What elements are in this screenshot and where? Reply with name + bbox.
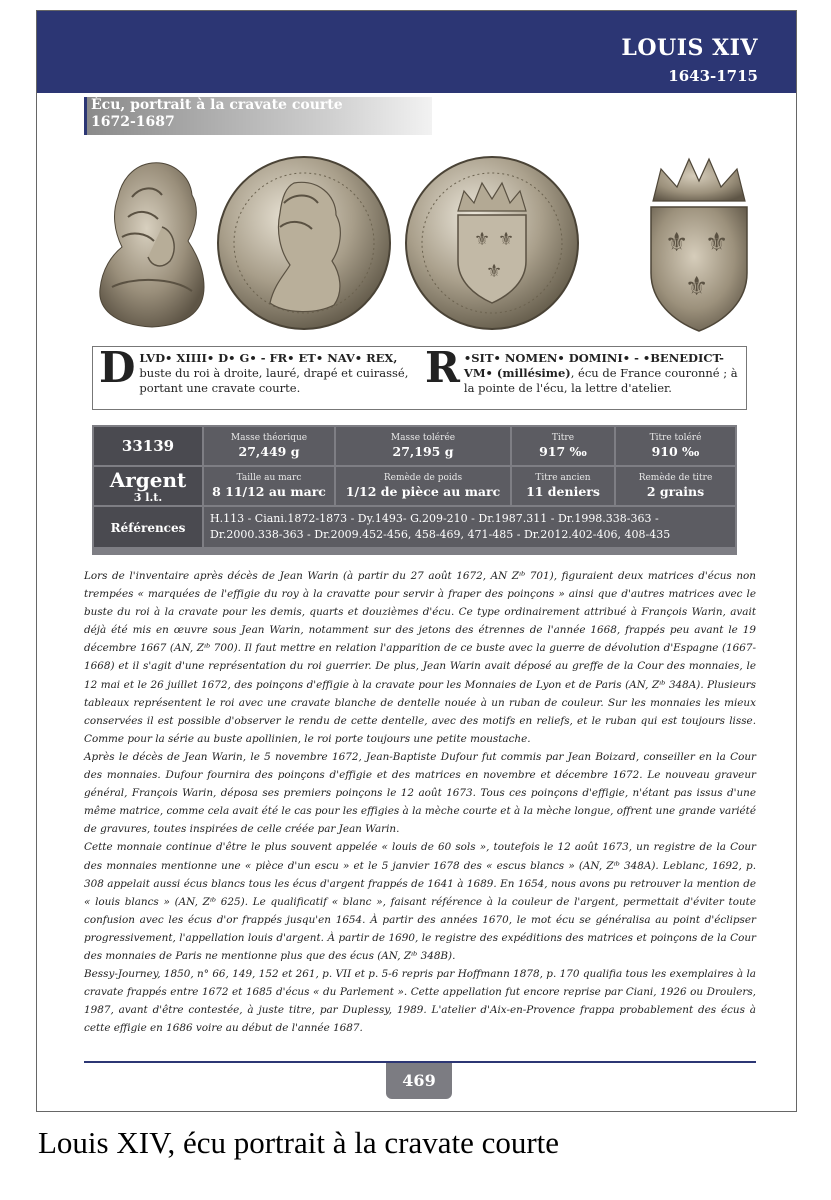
titre-label: Titre <box>551 433 575 443</box>
reverse-legend: •SIT• NOMEN• DOMINI• - •BENEDICT-VM• (millésime) <box>463 351 724 380</box>
svg-text:⚜: ⚜ <box>685 272 709 302</box>
commentary-paragraph: Lors de l'inventaire après décès de Jean Warin (à partir du 27 août 1672, AN Zᶦᵇ 701), figuraient deux matrices d'écus non trempées « marquées de l'effigie du roy à la cravatte pour servir à fraper des poinçons » ainsi que d'autres matrices avec le buste du roi à la cravate pour les demis, quarts et douzièmes d'écu. Ce type ordinairement attribué à François Warin, avait déjà été mis en œuvre sous Jean Warin, notamment sur des jetons des étrennes de l'année 1668, frappés peu avant le 19 décembre 1667 (AN, Zᶦᵇ 700). Il faut mettre en relation l'apparition de ce buste avec la guerre de dévolution d'Espagne (1667-1668) et il s'agit d'une représentation du roi guerrier. De plus, Jean Warin avait déposé au greffe de la Cour des monnaies, le 12 mai et le 26 juillet 1672, des poinçons d'effigie à la cravate pour les Monnaies de Lyon et de Paris (AN, Zᶦᵇ 348A). Plusieurs tableaux représentent le roi avec une cravate blanche de dentelle nouée à un ruban de couleur. Sur les monnaies les mieux conservées il est possible d'observer le rendu de cette dentelle, avec des motifs en reliefs, et le ruban qui est toujours lisse. Comme pour la série au buste apollinien, le roi porte toujours une petite moustache. <box>84 570 756 745</box>
remede-poids-value: 1/12 de pièce au marc <box>345 484 501 499</box>
titre-ancien-cell <box>512 467 614 505</box>
titre-tolere-label: Titre toléré <box>649 433 702 443</box>
remede-titre-cell <box>616 467 735 505</box>
titre-tolere-value: 910 ‰ <box>651 444 700 459</box>
legend-description-box <box>92 343 747 410</box>
catalog-number: 33139 <box>94 427 202 465</box>
reverse-coin-image <box>402 153 582 333</box>
masse-toleree-label: Masse tolérée <box>390 433 456 443</box>
titre-ancien-value: 11 deniers <box>526 484 600 499</box>
masse-theorique-cell <box>204 427 334 465</box>
references-cell <box>204 507 735 547</box>
titre-value: 917 ‰ <box>539 444 587 459</box>
titre-tolere-cell <box>616 427 735 465</box>
specifications-table <box>92 425 737 555</box>
taille-cell <box>204 467 334 505</box>
image-caption: Louis XIV, écu portrait à la cravate courte <box>38 1125 560 1160</box>
masse-toleree-cell <box>336 427 510 465</box>
obverse-bust-detail-image <box>92 157 212 332</box>
coin-type-heading <box>84 97 432 135</box>
svg-text:⚜: ⚜ <box>665 228 689 258</box>
obverse-initial: D <box>99 343 136 392</box>
ruler-title: LOUIS XIV <box>621 35 758 61</box>
catalog-page <box>36 10 797 1112</box>
references-line-2: Dr.2000.338-363 - Dr.2009.452-456, 458-469, 471-485 - Dr.2012.402-406, 408-435 <box>210 528 671 541</box>
masse-toleree-value: 27,195 g <box>392 444 454 459</box>
reverse-initial: R <box>425 343 460 392</box>
masse-theorique-value: 27,449 g <box>238 444 300 459</box>
references-line-1: H.113 - Ciani.1872-1873 - Dy.1493- G.209-210 - Dr.1987.311 - Dr.1998.338-363 - <box>210 512 659 525</box>
metal-value: Argent <box>109 467 187 492</box>
commentary-text <box>84 567 756 1037</box>
obverse-coin-image <box>214 153 394 333</box>
svg-text:⚜: ⚜ <box>486 261 503 282</box>
svg-text:⚜: ⚜ <box>498 229 515 250</box>
reign-dates: 1643-1715 <box>668 67 758 85</box>
commentary-paragraph: Bessy-Journey, 1850, n° 66, 149, 152 et 261, p. VII et p. 5-6 repris par Hoffmann 1878, p. 170 qualifia tous les exemplaires à la cravate frappés entre 1672 et 1685 d'écus « du Parlement ». Cette appellation fut encore reprise par Ciani, 1926 ou Droulers, 1987, avant d'être contestée, à juste titre, par Duplessy, 1989. L'atelier d'Aix-en-Provence frappa probablement des écus à cette effigie en 1686 voire au début de l'année 1687. <box>84 968 756 1035</box>
taille-label: Taille au marc <box>236 473 302 483</box>
commentary-paragraph: Cette monnaie continue d'être le plus souvent appelée « louis de 60 sols », toutefois le 12 août 1673, un registre de la Cour des monnaies mentionne une « pièce d'un escu » et le 5 janvier 1678 des « escus blancs » (AN, Zᶦᵇ 348A). Leblanc, 1692, p. 308 appelait aussi écus blancs tous les écus d'argent frappés de 1641 à 1689. En 1654, nous avons pu retrouver la mention de « louis blancs » (AN, Zᶦᵇ 625). Le qualificatif « blanc », faisant référence à la couleur de l'argent, permettait d'éviter toute confusion avec les écus d'or frappés jusqu'en 1654. À partir des années 1670, le mot écu se généralisa au point d'éclipser progressivement, l'appellation louis d'argent. À partir de 1690, le registre des expéditions des matrices et poinçons de la Cour des monnaies de Paris ne mentionne plus que des écus (AN, Zᶦᵇ 348B). <box>84 841 756 962</box>
remede-titre-label: Remède de titre <box>638 473 713 483</box>
remede-titre-value: 2 grains <box>646 484 705 499</box>
svg-text:⚜: ⚜ <box>474 229 491 250</box>
svg-text:⚜: ⚜ <box>705 228 729 258</box>
references-label: Références <box>110 521 186 535</box>
reverse-desc: , écu de France couronné ; à la pointe de l'écu, la lettre d'atelier. <box>463 366 738 395</box>
titre-ancien-label: Titre ancien <box>535 473 591 483</box>
reverse-description <box>425 343 740 396</box>
titre-cell <box>512 427 614 465</box>
masse-theorique-label: Masse théorique <box>230 433 308 443</box>
metal-sub-value: 3 l.t. <box>133 490 163 504</box>
page-number: 469 <box>386 1063 452 1099</box>
references-label-cell <box>94 507 202 547</box>
obverse-desc: buste du roi à droite, lauré, drapé et cuirassé, portant une cravate courte. <box>139 366 409 395</box>
reverse-shield-detail-image <box>647 155 752 335</box>
coin-type-title: Écu, portrait à la cravate courte <box>91 97 343 113</box>
remede-poids-cell <box>336 467 510 505</box>
header-banner <box>37 11 796 93</box>
obverse-description <box>99 343 414 396</box>
obverse-legend: LVD• XIIII• D• G• - FR• ET• NAV• REX, <box>139 351 398 365</box>
coin-type-dates: 1672-1687 <box>91 114 175 130</box>
remede-poids-label: Remède de poids <box>383 473 463 483</box>
coin-images <box>92 143 752 343</box>
taille-value: 8 11/12 au marc <box>212 484 326 499</box>
commentary-paragraph: Après le décès de Jean Warin, le 5 novembre 1672, Jean-Baptiste Dufour fut commis par Jean Boizard, conseiller en la Cour des monnaies. Dufour fournira des poinçons d'effigie et des matrices en novembre et décembre 1672. Le nouveau graveur général, François Warin, déposa ses premiers poinçons le 12 août 1673. Tous ces poinçons d'effigie, n'étant pas issus d'une même matrice, comme cela avait été le cas pour les effigies à la mèche courte et à la mèche longue, offrent une grande variété de gravures, toutes inspirées de celle créée par Jean Warin. <box>84 750 756 836</box>
metal-cell <box>94 467 202 505</box>
